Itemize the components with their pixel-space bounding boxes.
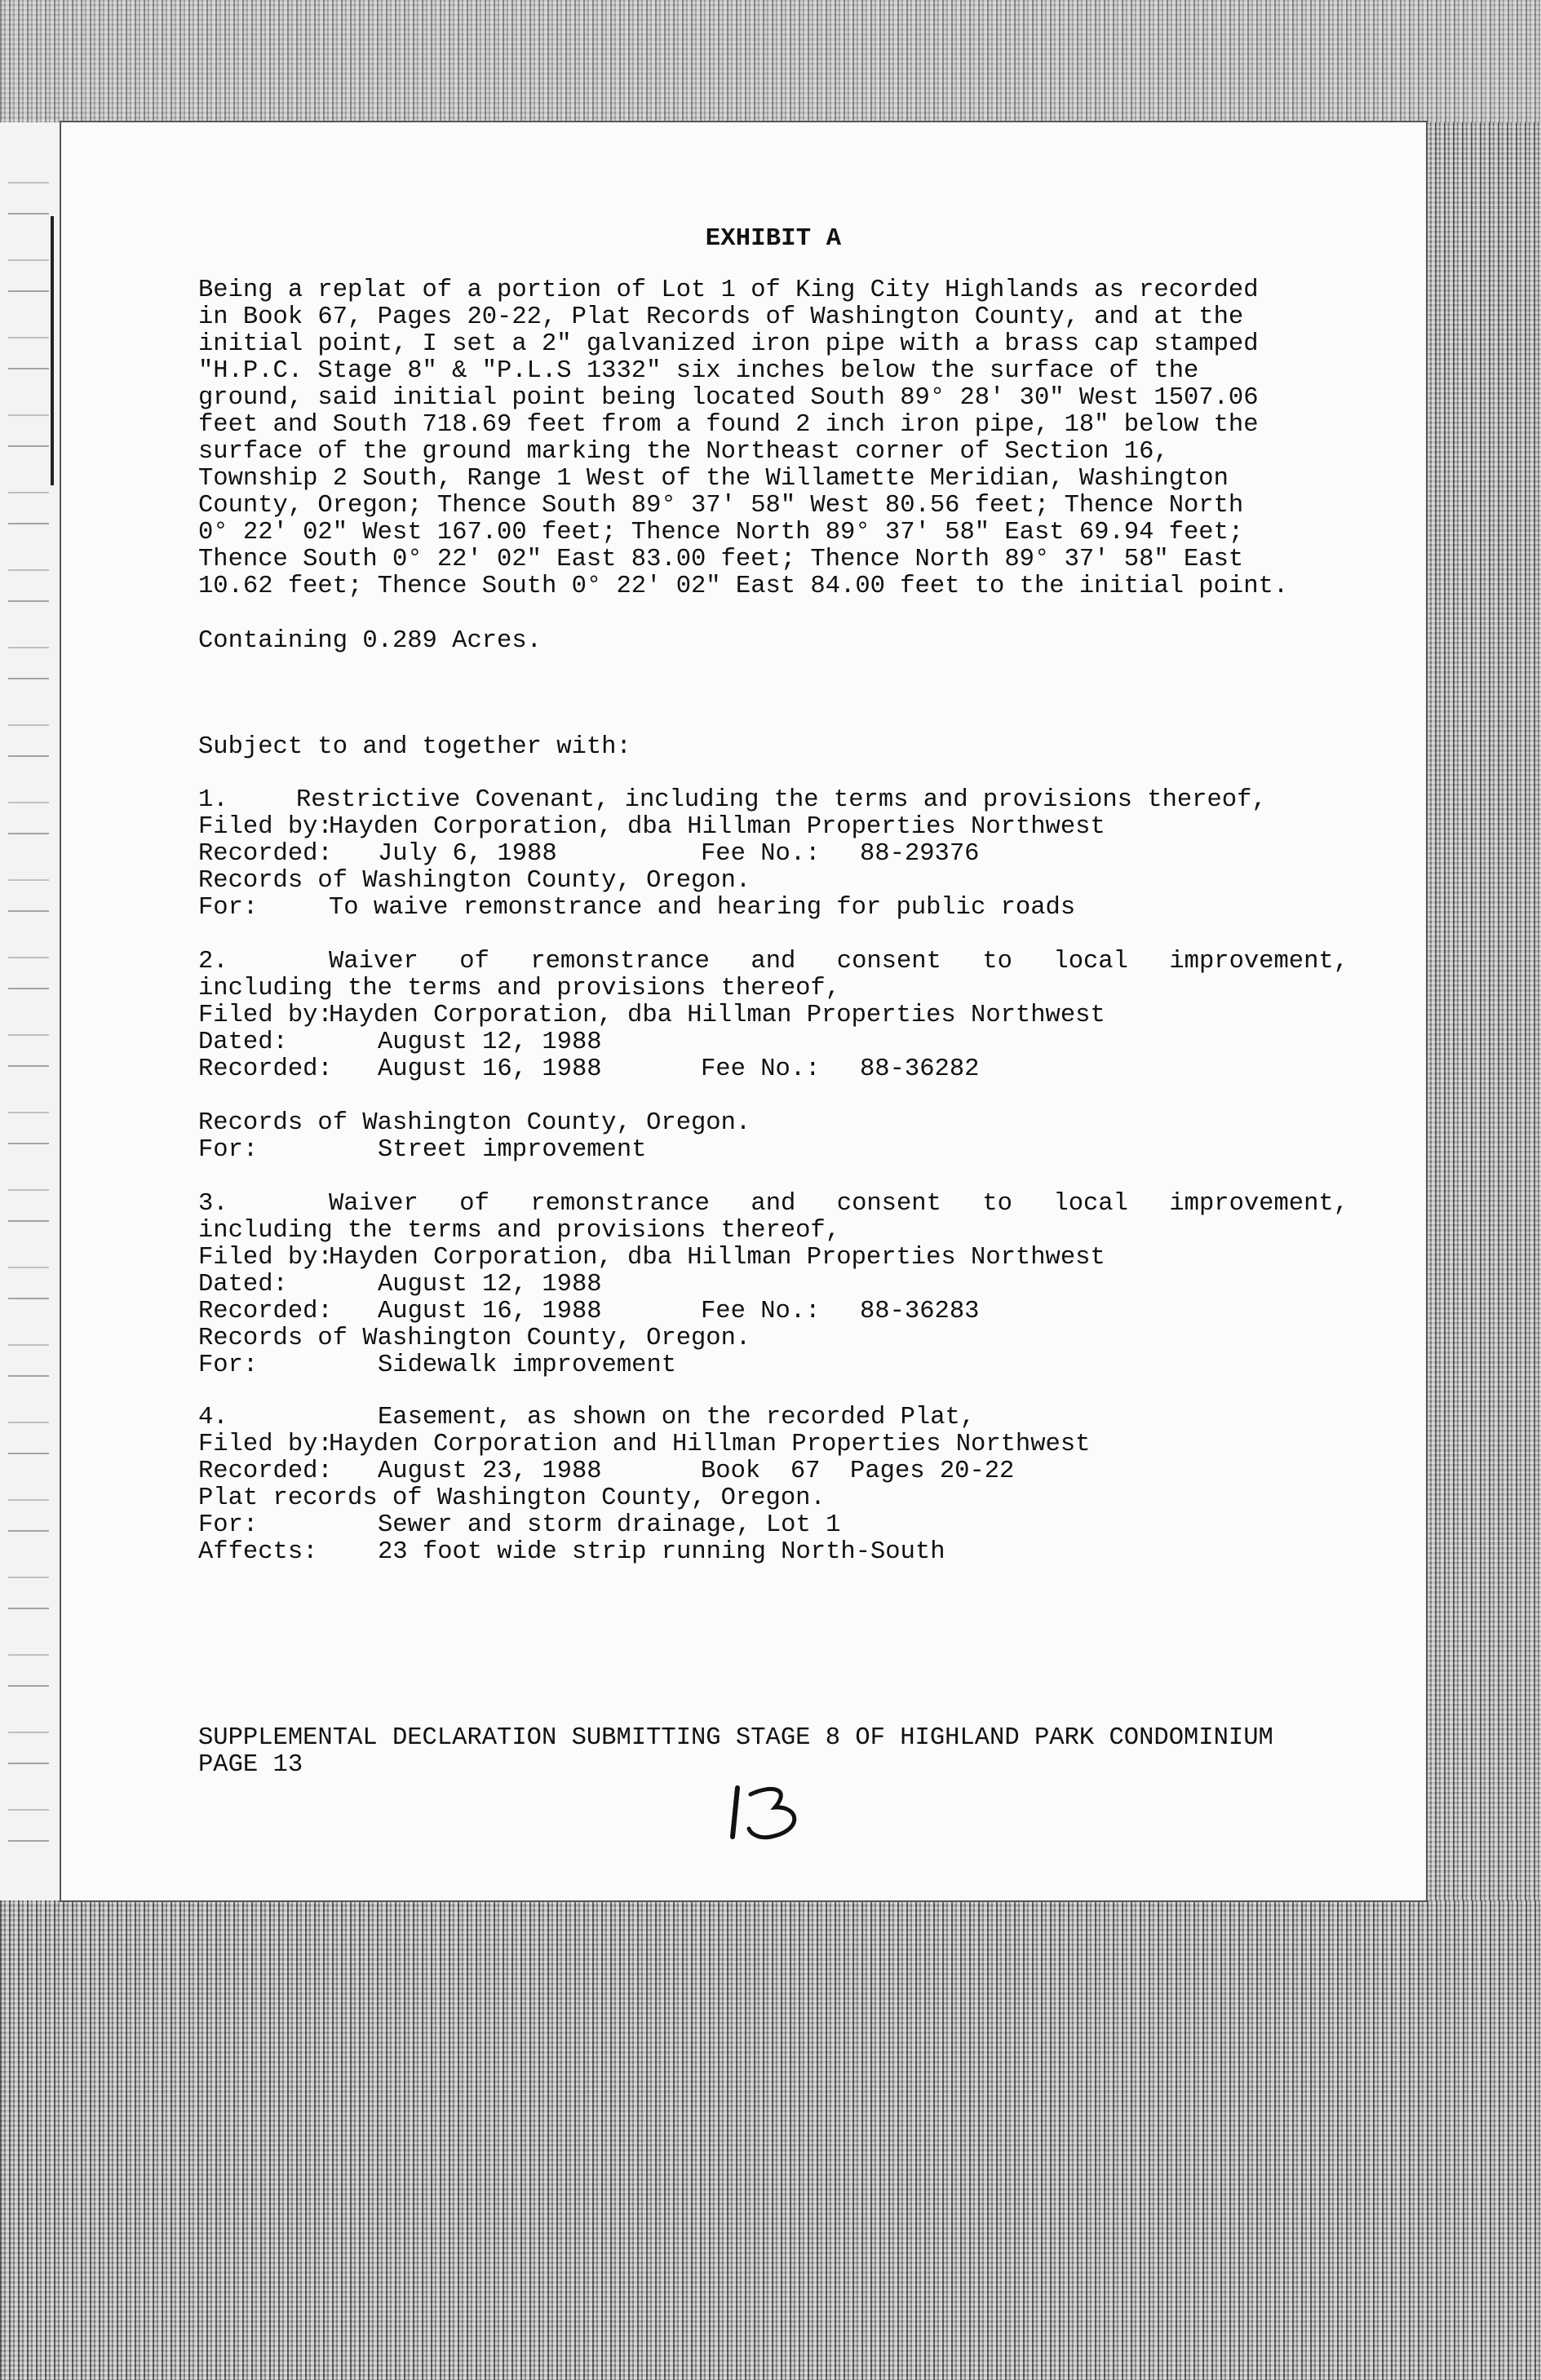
description-line: ground, said initial point being located South 89° 28' 30" West 1507.06 (198, 384, 1259, 412)
description-line: Township 2 South, Range 1 West of the Willamette Meridian, Washington (198, 465, 1229, 493)
scan-noise-top (0, 0, 1541, 122)
item-row (198, 841, 1348, 868)
row-value: August 16, 1988 (378, 1055, 602, 1083)
row-label: Dated: (198, 1029, 288, 1056)
row-value: Records of Washington County, Oregon. (198, 1109, 751, 1137)
item-row (198, 1431, 1348, 1458)
item-row (198, 1245, 1348, 1272)
exception-item-3 (198, 1191, 1348, 1379)
item-heading-text: Waiver of remonstrance and consent to local improvement, (329, 948, 1348, 975)
row-value: To waive remonstrance and hearing for public roads (329, 894, 1076, 922)
row-label: Recorded: (198, 1458, 333, 1485)
row-label: Recorded: (198, 1055, 333, 1083)
item-heading (198, 1405, 1348, 1431)
fee-label: Fee No.: (701, 1055, 821, 1083)
item-row (198, 1029, 1348, 1056)
item-number: 1. (198, 786, 228, 814)
exhibit-title: EXHIBIT A (705, 225, 842, 253)
row-value: 23 foot wide strip running North-South (378, 1538, 945, 1566)
item-number: 2. (198, 948, 228, 975)
row-label: Filed by: (198, 813, 333, 841)
row-value: August 23, 1988 (378, 1458, 602, 1485)
item-heading (198, 949, 1348, 975)
row-label: Filed by: (198, 1244, 333, 1272)
fee-number: 88-36282 (860, 1055, 980, 1083)
book-pages: Book 67 Pages 20-22 (701, 1458, 1015, 1485)
row-value: Sewer and storm drainage, Lot 1 (378, 1511, 841, 1539)
item-heading-text: Waiver of remonstrance and consent to local improvement, (329, 1190, 1348, 1218)
row-value: August 12, 1988 (378, 1271, 602, 1298)
item-row (198, 1298, 1348, 1325)
item-row (198, 1272, 1348, 1298)
row-label: Recorded: (198, 840, 333, 868)
scan-edge-mark (51, 216, 54, 485)
item-row (198, 1539, 1348, 1566)
description-line: surface of the ground marking the Northeast corner of Section 16, (198, 438, 1169, 466)
fee-label: Fee No.: (701, 1298, 821, 1325)
item-heading (198, 787, 1348, 814)
row-value: Hayden Corporation, dba Hillman Properties Northwest (329, 813, 1105, 841)
scan-noise-left (8, 147, 49, 1860)
item-row (198, 1056, 1348, 1083)
acreage (198, 628, 1348, 655)
row-value: August 16, 1988 (378, 1298, 602, 1325)
description-line: in Book 67, Pages 20-22, Plat Records of Washington County, and at the (198, 303, 1244, 331)
item-row (198, 814, 1348, 841)
handwritten-page-number (726, 1780, 824, 1845)
item-number: 4. (198, 1404, 228, 1431)
description-line: 0° 22' 02" West 167.00 feet; Thence North 89° 37' 58" East 69.94 feet; (198, 519, 1244, 546)
row-value: Sidewalk improvement (378, 1351, 677, 1379)
exception-item-2 (198, 949, 1348, 1164)
item-row (198, 1352, 1348, 1379)
fee-number: 88-29376 (860, 840, 980, 868)
footer-title: SUPPLEMENTAL DECLARATION SUBMITTING STAGE 8 OF HIGHLAND PARK CONDOMINIUM (198, 1724, 1273, 1752)
item-heading (198, 1191, 1348, 1218)
item-heading-text: Easement, as shown on the recorded Plat, (378, 1404, 976, 1431)
item-row (198, 1137, 1348, 1164)
row-value: July 6, 1988 (378, 840, 557, 868)
blank-row (198, 1083, 1348, 1110)
item-row (198, 1485, 1348, 1512)
exception-item-4 (198, 1405, 1348, 1566)
legal-description (198, 277, 1348, 600)
description-line: Being a replat of a portion of Lot 1 of King City Highlands as recorded (198, 276, 1259, 304)
description-line: initial point, I set a 2" galvanized iron pipe with a brass cap stamped (198, 330, 1259, 358)
row-label: Affects: (198, 1538, 318, 1566)
row-value: Records of Washington County, Oregon. (198, 867, 751, 895)
row-value: Plat records of Washington County, Oregon. (198, 1484, 826, 1512)
item-row (198, 1458, 1348, 1485)
row-value: Hayden Corporation, dba Hillman Properties Northwest (329, 1244, 1105, 1272)
item-heading-continued: including the terms and provisions thereof, (198, 1217, 841, 1245)
description-line: Thence South 0° 22' 02" East 83.00 feet; Thence North 89° 37' 58" East (198, 546, 1244, 573)
item-heading-text: Restrictive Covenant, including the terms and provisions thereof, (296, 786, 1267, 814)
containing-text: Containing 0.289 Acres. (198, 627, 542, 655)
row-value: Street improvement (378, 1136, 647, 1164)
description-line: 10.62 feet; Thence South 0° 22' 02" East 84.00 feet to the initial point. (198, 573, 1289, 600)
item-row (198, 1002, 1348, 1029)
fee-number: 88-36283 (860, 1298, 980, 1325)
scan-noise-bottom (0, 1900, 1541, 2380)
row-value: Records of Washington County, Oregon. (198, 1325, 751, 1352)
fee-label: Fee No.: (701, 840, 821, 868)
footer-page: PAGE 13 (198, 1751, 303, 1779)
row-label: For: (198, 1511, 259, 1539)
description-line: "H.P.C. Stage 8" & "P.L.S 1332" six inches below the surface of the (198, 357, 1199, 385)
subject-to-text: Subject to and together with: (198, 733, 631, 761)
row-value: August 12, 1988 (378, 1029, 602, 1056)
description-line: County, Oregon; Thence South 89° 37' 58" West 80.56 feet; Thence North (198, 492, 1244, 520)
row-value: Hayden Corporation, dba Hillman Properties Northwest (329, 1002, 1105, 1029)
row-label: Dated: (198, 1271, 288, 1298)
subject-to-heading (198, 734, 1348, 761)
row-value: Hayden Corporation and Hillman Properties Northwest (329, 1431, 1091, 1458)
row-label: Recorded: (198, 1298, 333, 1325)
page-footer (198, 1725, 1348, 1779)
item-row (198, 1110, 1348, 1137)
item-row (198, 895, 1348, 922)
item-heading-continued: including the terms and provisions thereof, (198, 975, 841, 1002)
item-row (198, 1325, 1348, 1352)
description-line: feet and South 718.69 feet from a found 2 inch iron pipe, 18" below the (198, 411, 1259, 439)
item-number: 3. (198, 1190, 228, 1218)
row-label: Filed by: (198, 1431, 333, 1458)
scan-noise-right (1426, 122, 1541, 1900)
row-label: For: (198, 894, 259, 922)
item-row (198, 868, 1348, 895)
row-label: For: (198, 1136, 259, 1164)
row-label: Filed by: (198, 1002, 333, 1029)
row-label: For: (198, 1351, 259, 1379)
exception-item-1 (198, 787, 1348, 922)
item-row (198, 1512, 1348, 1539)
